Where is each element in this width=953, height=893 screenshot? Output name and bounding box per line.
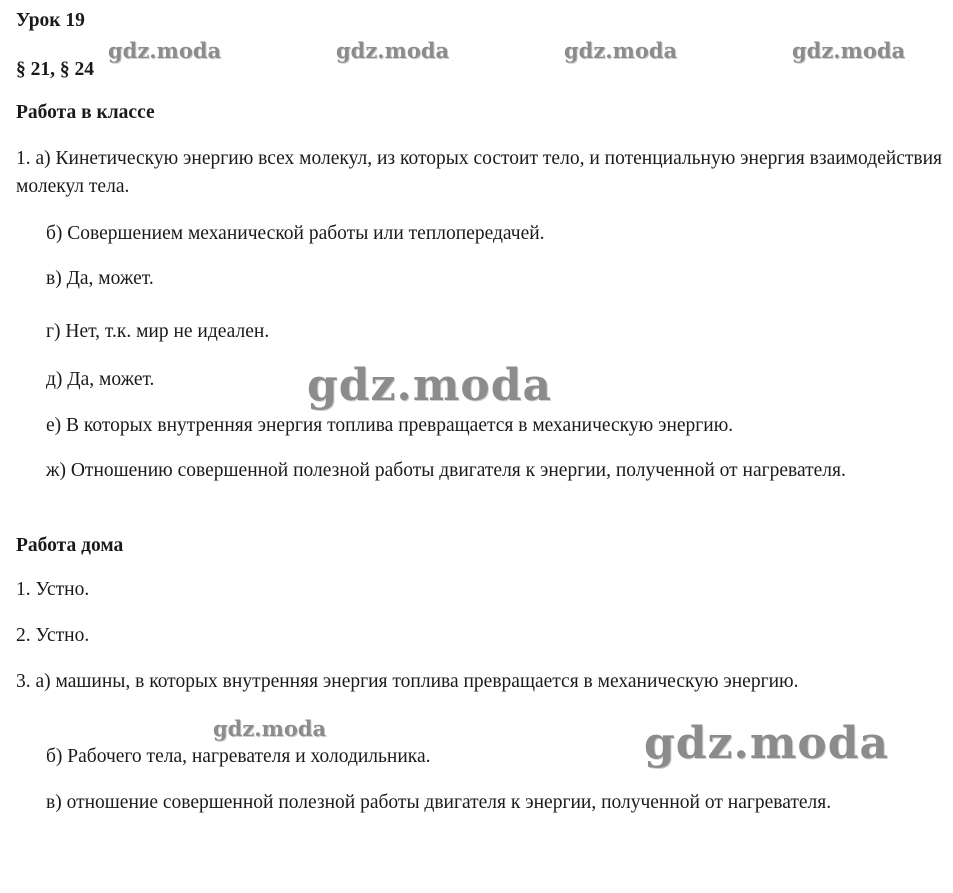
home-answer-3a: 3. а) машины, в которых внутренняя энергия топлива превращается в механическую энергию. [16, 671, 799, 692]
watermark-top-3: gdz.moda [564, 38, 678, 63]
home-answer-2: 2. Устно. [16, 625, 90, 646]
home-work-heading: Работа дома [16, 535, 124, 556]
class-answer-1a: 1. а) Кинетическую энергию всех молекул, из которых состоит тело, и потенциальную энергия взаимодействия молекул тела. [16, 148, 942, 197]
watermark-lower-small: gdz.moda [213, 716, 327, 741]
watermark-middle: gdz.moda [307, 360, 553, 411]
home-answer-3b: б) Рабочего тела, нагревателя и холодильника. [46, 746, 431, 767]
watermark-lower-big: gdz.moda [644, 718, 890, 769]
home-answer-1: 1. Устно. [16, 579, 90, 600]
watermark-top-4: gdz.moda [792, 38, 906, 63]
class-answer-1b: б) Совершением механической работы или теплопередачей. [46, 223, 545, 244]
class-answer-1e: е) В которых внутренняя энергия топлива превращается в механическую энергию. [46, 415, 734, 436]
watermark-top-2: gdz.moda [336, 38, 450, 63]
lesson-title: Урок 19 [16, 10, 85, 31]
class-answer-1v: в) Да, может. [46, 268, 154, 289]
sections-reference: § 21, § 24 [16, 59, 94, 80]
class-answer-1zh: ж) Отношению совершенной полезной работы двигателя к энергии, полученной от нагревателя. [46, 460, 846, 481]
class-work-heading: Работа в классе [16, 102, 155, 123]
home-answer-3v: в) отношение совершенной полезной работы двигателя к энергии, полученной от нагревателя. [46, 792, 832, 813]
class-answer-1d: д) Да, может. [46, 369, 155, 390]
watermark-top-1: gdz.moda [108, 38, 222, 63]
class-answer-1g: г) Нет, т.к. мир не идеален. [46, 321, 270, 342]
